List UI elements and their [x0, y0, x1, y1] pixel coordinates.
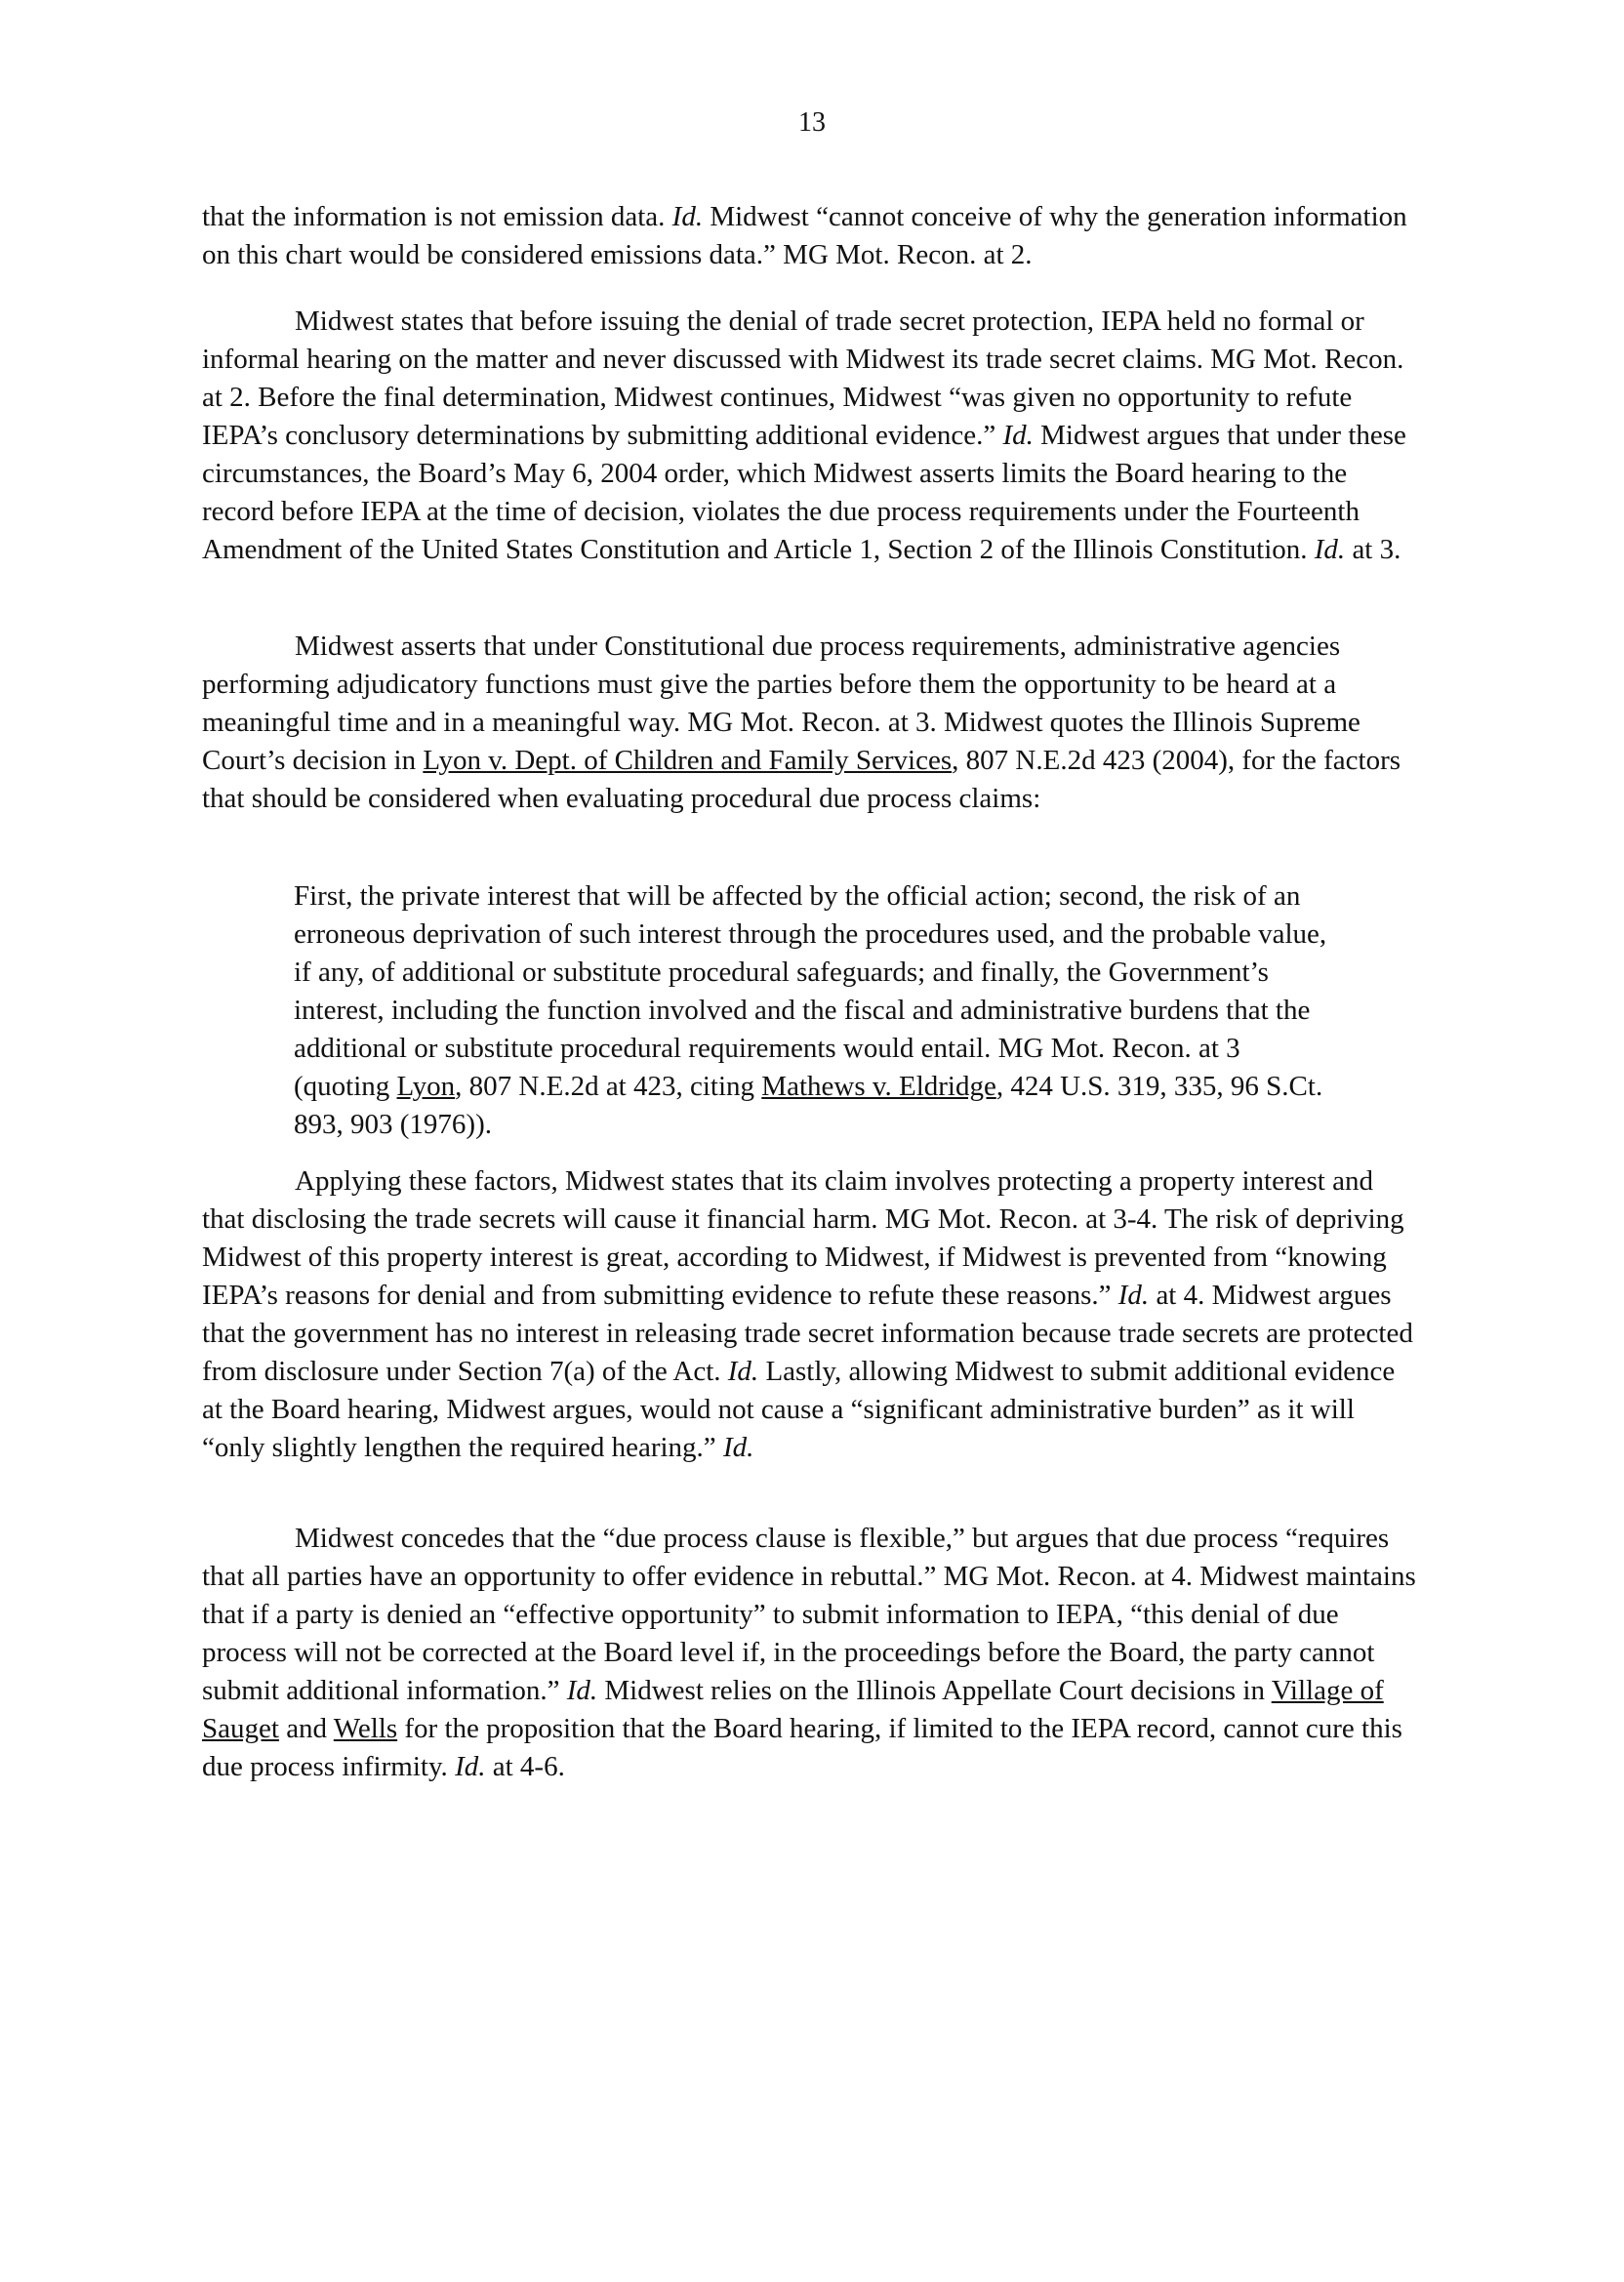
paragraph-2: Midwest states that before issuing the denial of trade secret protection, IEPA held no formal or informal hearing on the matter and never discussed with Midwest its trade secret claims. MG Mot. Recon. at 2. Before the final determination, Midwest continues, Midwest “was given no opportunity to refute IEPA’s conclusory determinations by submitting additional evidence.” Id. Midwest argues that under these circumstances, the Board’s May 6, 2004 order, which Midwest asserts limits the Board hearing to the record before IEPA at the time of decision, violates the due process requirements under the Fourteenth Amendment of the United States Constitution and Article 1, Section 2 of the Illinois Constitution. Id. at 3.	[202, 306, 1406, 565]
case-citation-village-of-sauget: Village of Sauget	[202, 1675, 1384, 1744]
paragraph-5: Midwest concedes that the “due process clause is flexible,” but argues that due process “requires that all parties have an opportunity to offer evidence in rebuttal.” MG Mot. Recon. at 4. Midwest maintains that if a party is denied an “effective opportunity” to submit information to IEPA, “this denial of due process will not be corrected at the Board level if, in the proceedings before the Board, the party cannot submit additional information.” Id. Midwest relies on the Illinois Appellate Court decisions in Village of Sauget and Wells for the proposition that the Board hearing, if limited to the IEPA record, cannot cure this due process infirmity. Id. at 4-6.	[202, 1523, 1416, 1782]
case-citation-wells: Wells	[333, 1713, 398, 1744]
paragraph-3: Midwest asserts that under Constitutional due process requirements, administrative agencies performing adjudicatory functions must give the parties before them the opportunity to be heard at a meaningful time and in a meaningful way. MG Mot. Recon. at 3. Midwest quotes the Illinois Supreme Court’s decision in Lyon v. Dept. of Children and Family Services, 807 N.E.2d 423 (2004), for the factors that should be considered when evaluating procedural due process claims:	[202, 631, 1401, 814]
case-citation-mathews: Mathews v. Eldridge	[761, 1071, 996, 1102]
block-quote: First, the private interest that will be affected by the official action; second, the risk of an erroneous deprivation of such interest through the procedures used, and the probable value, if any, of additional or substitute procedural safeguards; and finally, the Government’s interest, including the function involved and the fiscal and administrative burdens that the additional or substitute procedural requirements would entail. MG Mot. Recon. at 3 (quoting Lyon, 807 N.E.2d at 423, citing Mathews v. Eldridge, 424 U.S. 319, 335, 96 S.Ct. 893, 903 (1976)).	[294, 880, 1327, 1140]
paragraph-4: Applying these factors, Midwest states that its claim involves protecting a property interest and that disclosing the trade secrets will cause it financial harm. MG Mot. Recon. at 3-4. The risk of depriving Midwest of this property interest is great, according to Midwest, if Midwest is prevented from “knowing IEPA’s reasons for denial and from submitting evidence to refute these reasons.” Id. at 4. Midwest argues that the government has no interest in releasing trade secret information because trade secrets are protected from disclosure under Section 7(a) of the Act. Id. Lastly, allowing Midwest to submit additional evidence at the Board hearing, Midwest argues, would not cause a “significant administrative burden” as it will “only slightly lengthen the required hearing.” Id.	[202, 1165, 1413, 1463]
paragraph-1: that the information is not emission data. Id. Midwest “cannot conceive of why the generation information on this chart would be considered emissions data.” MG Mot. Recon. at 2.	[202, 201, 1407, 270]
case-citation-lyon-short: Lyon	[396, 1071, 456, 1102]
case-citation-lyon: Lyon v. Dept. of Children and Family Services	[423, 745, 953, 776]
page-number: 13	[798, 107, 826, 138]
